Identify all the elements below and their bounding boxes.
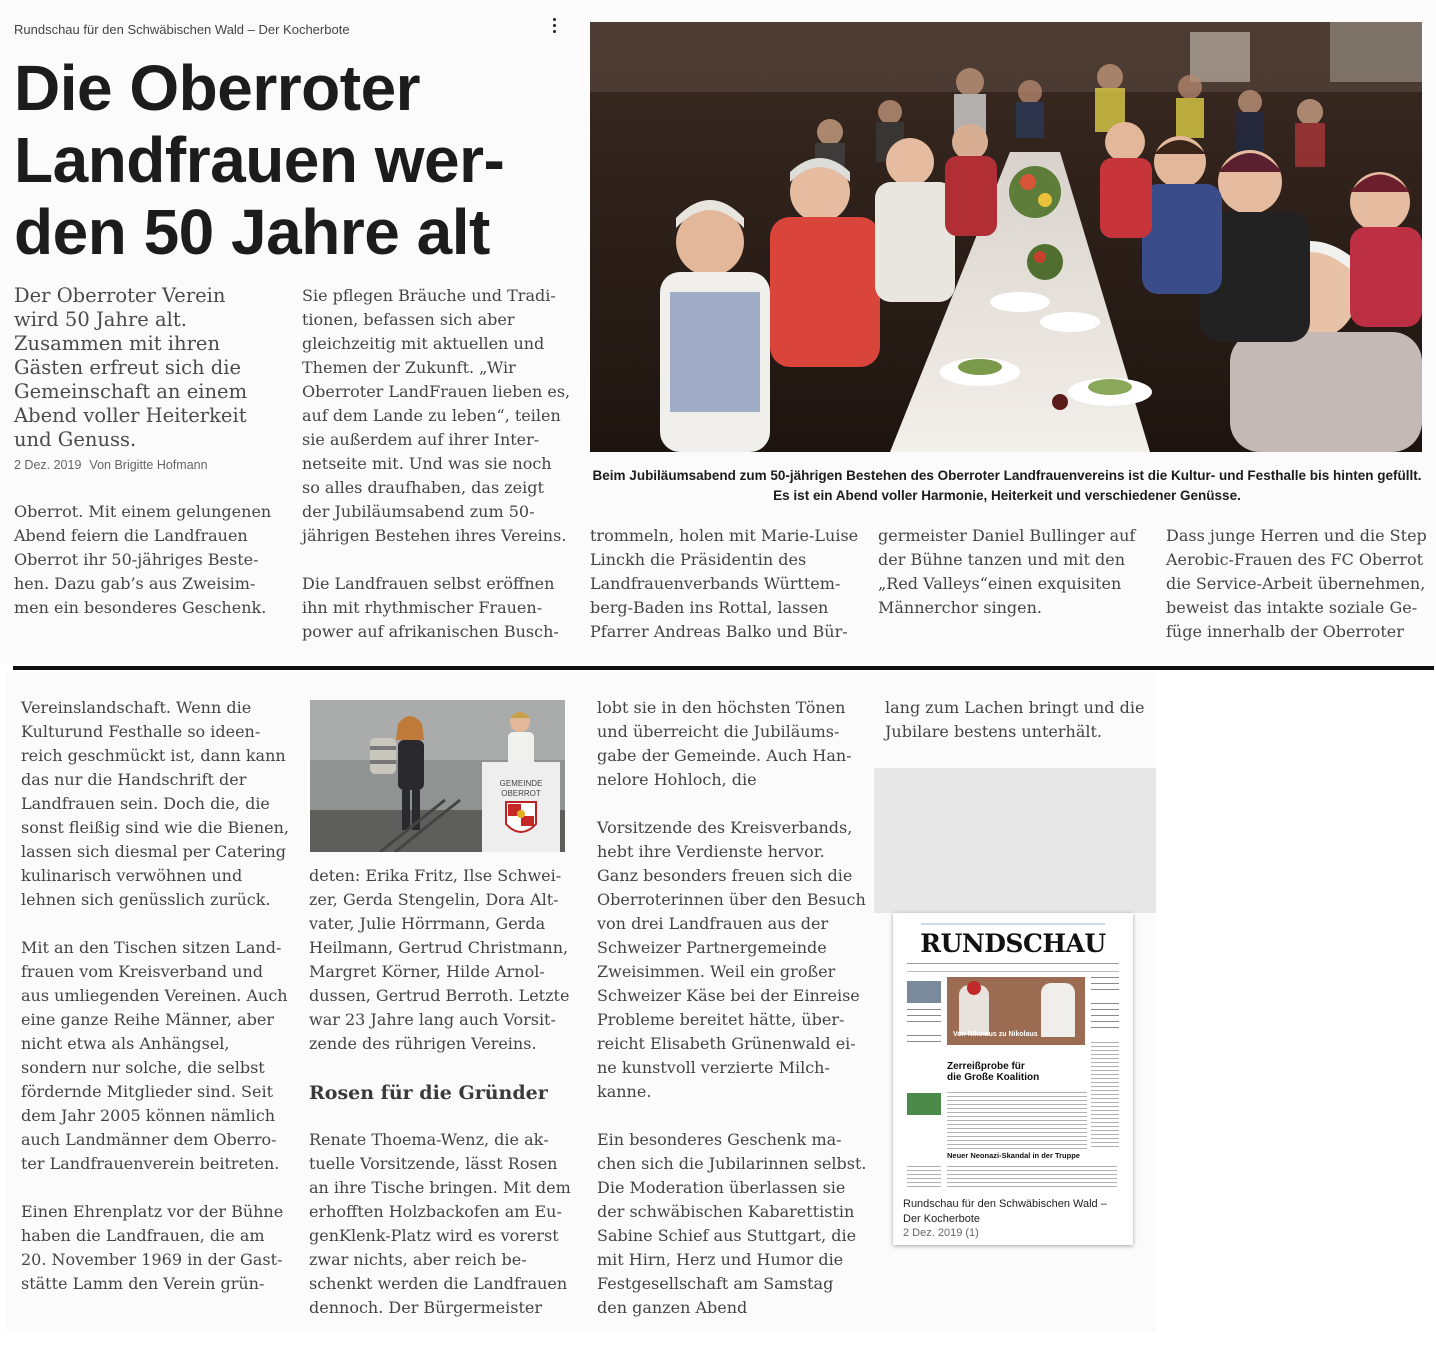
paragraph: lang zum Lachen bringt und die Jubilare bestens unterhält.	[885, 698, 1145, 741]
text-column	[14, 500, 284, 620]
paragraph: Sie pflegen Bräuche und Traditionen, befassen sich aber gleichzeitig mit aktuellen und Themen der Zukunft. „Wir Oberroter LandFrauen lieben es, auf dem Lande zu leben“, teilen sie außerdem auf ihrer Internetseite mit. Und was sie noch so alles draufhaben, das zeigt der Jubiläumsabend zum 50-jährigen Bestehen ihres Vereins.	[302, 286, 571, 545]
article-date: 2 Dez. 2019	[14, 458, 82, 472]
more-options-icon[interactable]	[546, 18, 562, 38]
page-divider	[13, 666, 1434, 670]
issue-cover-thumbnail[interactable]	[901, 919, 1125, 1191]
stage-photo-illustration	[310, 700, 565, 852]
issue-headline-line-1: Zerreißprobe für	[947, 1061, 1025, 1072]
paragraph: Mit an den Tischen sitzen Landfrauen vom Kreisverband und aus umliegenden Vereinen. Auch eine ganze Reihe Männer, aber nicht etwa als Anhängsel, sondern nur solche, die selbst fördernde Mitglieder sind. Seit dem Jahr 2005 können nämlich auch Landmänner dem Oberroter Landfrauenverein beitreten.	[21, 938, 288, 1173]
text-column	[21, 696, 291, 1296]
issue-title: Rundschau für den Schwäbischen Wald – Der Kocherbote	[903, 1198, 1107, 1225]
text-column	[309, 864, 579, 1056]
article-lead: Der Oberroter Verein wird 50 Jahre alt. Zusammen mit ihren Gästen erfreut sich die Gemeinschaft an einem Abend voller Heiterkeit und Genuss.	[14, 284, 248, 451]
article-headline: Die Oberroter Landfrauen werden 50 Jahre alt	[14, 52, 505, 268]
issue-card[interactable]	[893, 913, 1133, 1245]
paragraph: Einen Ehrenplatz vor der Bühne haben die Landfrauen, die am 20. November 1969 in der Gaststätte Lamm den Verein grün-	[21, 1202, 284, 1293]
paragraph: Ein besonderes Geschenk machen sich die Jubilarinnen selbst. Die Moderation überlassen sie der schwäbischen Kabarettistin Sabine Schief aus Stuttgart, die mit Hirn, Herz und Humor die Festgesellschaft am Samstag den ganzen Abend	[597, 1130, 867, 1317]
text-column	[885, 696, 1155, 744]
issue-count: (1)	[965, 1227, 979, 1239]
podium-label-line-1: GEMEINDE	[499, 779, 543, 788]
article-main-photo[interactable]	[590, 22, 1422, 452]
issue-date-line	[903, 1227, 979, 1239]
issue-photo-banner: Von Nikolaus zu Nikolaus	[953, 1031, 1038, 1038]
photo-caption: Beim Jubiläumsabend zum 50-jährigen Bestehen des Oberroter Landfrauenvereins ist die Kultur- und Festhalle bis hinten gefüllt. Es ist ein Abend voller Harmonie, Heiterkeit und verschiedener Genüsse.	[592, 468, 1422, 503]
article-subheading: Rosen für die Gründer	[309, 1082, 548, 1104]
paragraph: lobt sie in den höchsten Tönen und überreicht die Jubiläumsgabe der Gemeinde. Auch Hannelore Hohloch, die	[597, 698, 852, 789]
paragraph: Vereinslandschaft. Wenn die Kulturund Festhalle so ideenreich geschmückt ist, dann kann das nur die Handschrift der Landfrauen sein. Doch die, die sonst fleißig sind wie die Bienen, lassen sich diesmal per Catering kulinarisch verwöhnen und lehnen sich genüsslich zurück.	[21, 698, 290, 909]
text-column	[309, 1128, 579, 1320]
article-secondary-photo[interactable]	[310, 700, 565, 852]
issue-date: 2 Dez. 2019	[903, 1227, 963, 1239]
text-column	[878, 524, 1148, 620]
paragraph: Dass junge Herren und die Step Aerobic-Frauen des FC Oberrot die Service-Arbeit übernehmen, beweist das intakte soziale Gefüge innerhalb der Oberroter	[1166, 526, 1427, 641]
banquet-photo-illustration	[590, 22, 1422, 452]
ad-placeholder	[874, 768, 1156, 913]
paragraph: Renate Thoema-Wenz, die aktuelle Vorsitzende, lässt Rosen an ihre Tische bringen. Mit dem erhofften Holzbackofen am EugenKlenk-Platz wird es vorerst zwar nichts, aber reich beschenkt werden die Landfrauen dennoch. Der Bürgermeister	[309, 1130, 571, 1317]
paragraph: germeister Daniel Bullinger auf der Bühne tanzen und mit den „Red Valleys“einen exquisiten Männerchor singen.	[878, 526, 1136, 617]
paragraph: trommeln, holen mit Marie-Luise Linckh die Präsidentin des Landfrauenverbands Württemberg-Baden ins Rottal, lassen Pfarrer Andreas Balko und Bür-	[590, 526, 859, 641]
issue-headline-secondary: Neuer Neonazi-Skandal in der Truppe	[947, 1151, 1080, 1160]
text-column	[302, 284, 572, 644]
issue-masthead: RUNDSCHAU	[920, 929, 1106, 958]
text-column	[1166, 524, 1436, 644]
paragraph: Oberrot. Mit einem gelungenen Abend feiern die Landfrauen Oberrot ihr 50-jähriges Bestehen. Dazu gab’s aus Zweisimmen ein besonderes Geschenk.	[14, 502, 272, 617]
paragraph: deten: Erika Fritz, Ilse Schweizer, Gerda Stengelin, Dora Altvater, Julie Hörrmann, Gerda Heilmann, Gertrud Christmann, Margret Körner, Hilde Arnoldussen, Gertrud Berroth. Letzte war 23 Jahre lang auch Vorsitzende des rührigen Vereins.	[309, 866, 570, 1053]
article-meta	[14, 458, 208, 472]
text-column	[590, 524, 860, 644]
article-author: Von Brigitte Hofmann	[89, 458, 208, 472]
issue-headline-line-2: die Große Koalition	[947, 1072, 1040, 1083]
podium-label-line-2: OBERROT	[501, 789, 541, 798]
paragraph: Die Landfrauen selbst eröffnen ihn mit rhythmischer Frauenpower auf afrikanischen Busch-	[302, 574, 559, 641]
paragraph: Vorsitzende des Kreisverbands, hebt ihre Verdienste hervor. Ganz besonders freuen sich die Oberroterinnen über den Besuch von drei Landfrauen aus der Schweizer Partnergemeinde Zweisimmen. Weil ein großer Schweizer Käse bei der Einreise Probleme bereitet hätte, überreicht Elisabeth Grünenwald eine kunstvoll verzierte Milchkanne.	[597, 818, 866, 1101]
publication-name: Rundschau für den Schwäbischen Wald – Der Kocherbote	[14, 22, 350, 37]
text-column	[597, 696, 867, 1320]
